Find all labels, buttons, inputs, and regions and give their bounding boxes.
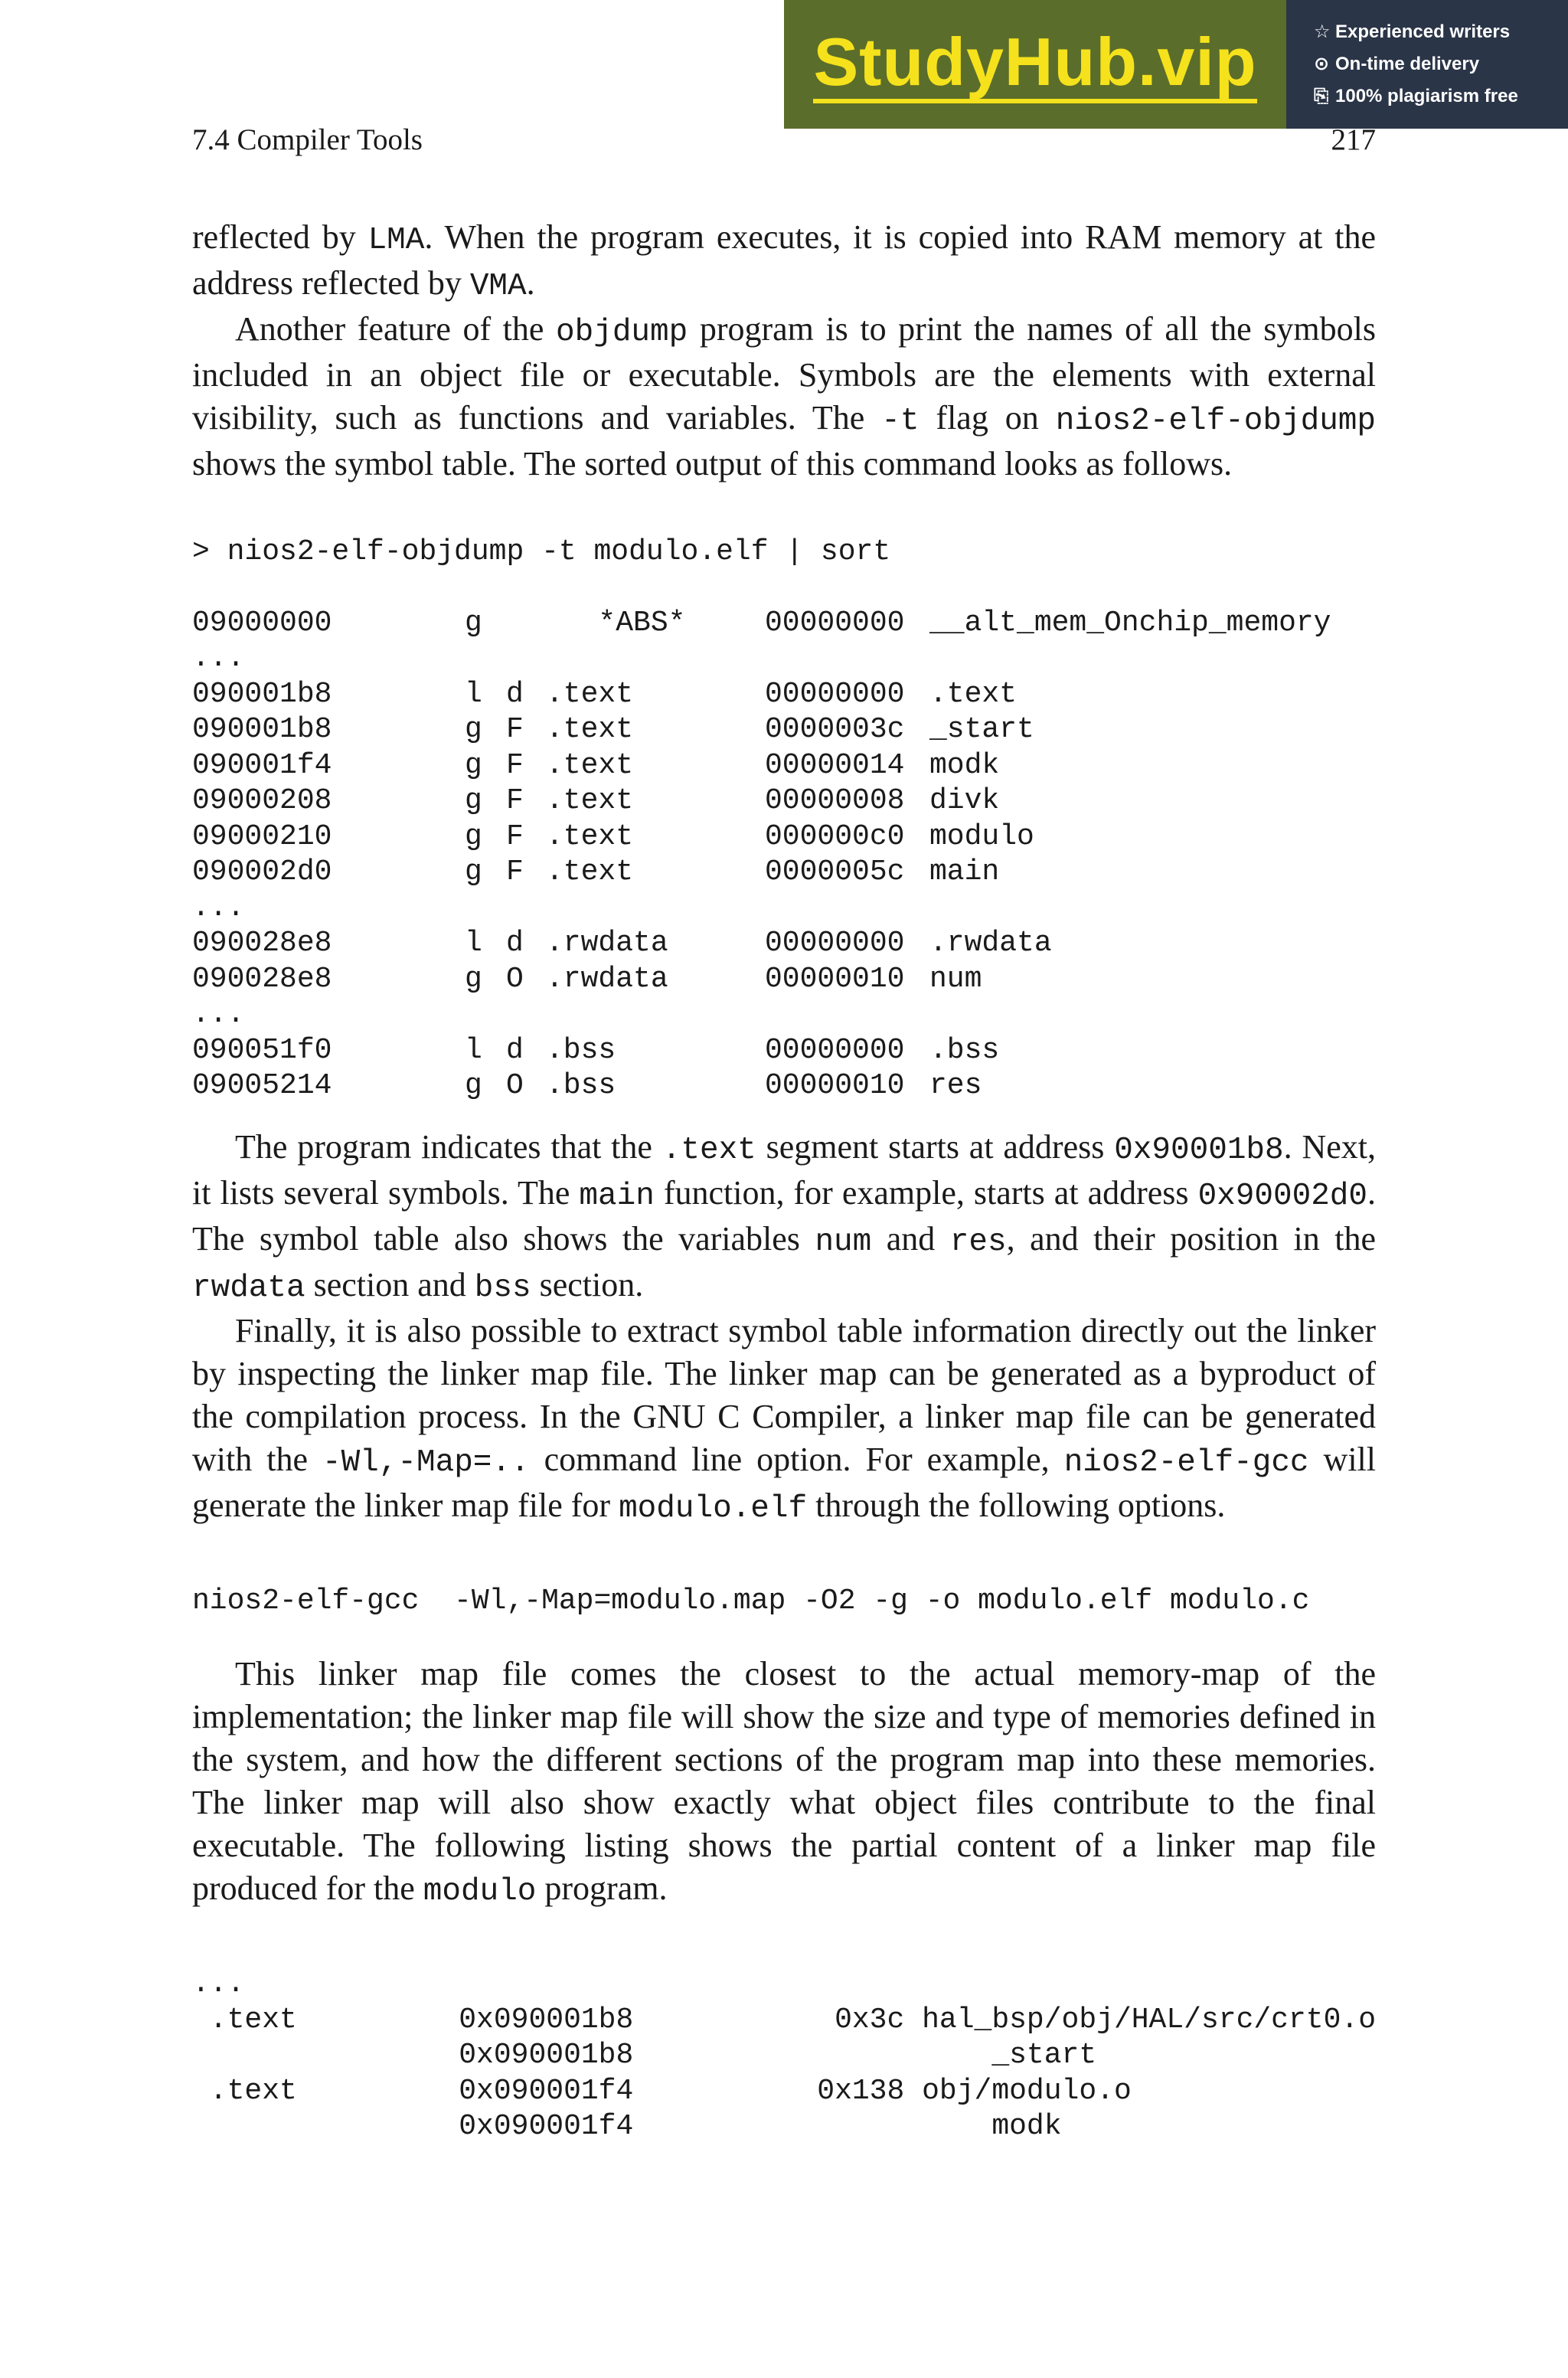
symbol-row — [192, 641, 1331, 677]
map-obj — [904, 1967, 1376, 2003]
symbol-scope: g — [465, 748, 482, 782]
symbol-scope: g — [465, 962, 482, 996]
symbol-addr: 09005214 — [192, 1069, 332, 1102]
symbol-addr: 090001f4 — [192, 748, 332, 782]
symbol-row — [192, 1068, 1331, 1104]
symbol-scope: g — [465, 855, 482, 888]
symbol-name: main — [929, 855, 1000, 888]
symbol-flag — [506, 606, 546, 642]
symbol-name: __alt_mem_Onchip_memory — [929, 606, 1331, 639]
symbol-name: _start — [929, 713, 1034, 746]
symbol-flag: F — [506, 748, 524, 782]
symbol-row — [192, 855, 1331, 891]
map-size: 0x138 — [817, 2074, 905, 2108]
symbol-scope: g — [465, 713, 482, 746]
paragraph-5: This linker map file comes the closest to the actual memory-map of the implementation; the linker map file will show the size and type of memories defined in the system, and how the different sections of the program map into these memories. The linker map will also show exactly what object files contribute to the final executable. The following listing shows the partial content of a linker map file produced for the modulo program. — [192, 1655, 1376, 1909]
document-check-icon: ⎘ — [1314, 86, 1329, 106]
paragraph-4: Finally, it is also possible to extract symbol table information directly out the linker by inspecting the linker map file. The linker map can be generated as a byproduct of the compilation process. In the GNU C Compiler, a linker map file can be generated with the -Wl,-Map=.. command line option. For example, nios2-elf-gcc will generate the linker map file for modulo.elf through the following options. — [192, 1311, 1376, 1526]
symbol-flag: d — [506, 677, 524, 711]
symbol-addr: 090051f0 — [192, 1033, 332, 1067]
linker-map-listing — [192, 1967, 1376, 2145]
symbol-addr: 090028e8 — [192, 962, 332, 996]
symbol-flag — [506, 641, 546, 677]
star-outline-icon: ☆ — [1314, 21, 1331, 42]
feature-on-time-delivery: ⊙ On-time delivery — [1314, 48, 1568, 80]
map-row — [192, 2074, 1376, 2110]
symbol-addr: 09000000 — [192, 606, 332, 639]
symbol-flag: F — [506, 713, 524, 746]
symbol-size — [765, 891, 929, 927]
symbol-row — [192, 748, 1331, 784]
symbol-scope — [465, 641, 506, 677]
symbol-row — [192, 819, 1331, 855]
map-size — [633, 2038, 904, 2074]
symbol-size — [765, 997, 929, 1033]
feature-plagiarism-free: ⎘ 100% plagiarism free — [1314, 80, 1568, 113]
symbol-flag: F — [506, 819, 524, 853]
symbol-section: .bss — [546, 1033, 616, 1067]
symbol-table — [192, 606, 1331, 1104]
map-addr: 0x090001b8 — [459, 2003, 634, 2036]
symbol-flag: F — [506, 784, 524, 817]
symbol-addr: ... — [192, 642, 245, 675]
map-addr — [459, 1967, 633, 2003]
symbol-name — [929, 891, 1331, 927]
map-size — [633, 1967, 904, 2003]
symbol-section — [546, 997, 765, 1033]
symbol-addr: 090002d0 — [192, 855, 332, 888]
symbol-row — [192, 926, 1331, 962]
symbol-name: .bss — [929, 1033, 1000, 1067]
symbol-section: .text — [546, 748, 634, 782]
map-sec: .text — [192, 2003, 297, 2036]
symbol-section — [546, 891, 765, 927]
symbol-scope: g — [465, 1069, 482, 1102]
symbol-name: modulo — [929, 819, 1034, 853]
symbol-name: .text — [929, 677, 1018, 711]
symbol-section — [546, 641, 765, 677]
map-row — [192, 1967, 1376, 2003]
symbol-section: .text — [546, 677, 634, 711]
symbol-size: 00000000 — [765, 606, 905, 639]
symbol-name: num — [929, 962, 982, 996]
symbol-size: 0000003c — [765, 713, 905, 746]
symbol-name — [929, 997, 1331, 1033]
map-obj: obj/modulo.o — [904, 2074, 1132, 2108]
symbol-addr: 090028e8 — [192, 927, 332, 960]
map-size: 0x3c — [835, 2003, 905, 2036]
symbol-row — [192, 606, 1331, 642]
symbol-scope: g — [465, 784, 482, 817]
studyhub-logo[interactable] — [784, 0, 1286, 129]
map-sec — [192, 2109, 459, 2145]
map-obj: hal_bsp/obj/HAL/src/crt0.o — [904, 2003, 1376, 2036]
symbol-size: 00000014 — [765, 748, 905, 782]
symbol-section: .text — [546, 713, 634, 746]
logo-text: StudyHub.vip — [813, 25, 1256, 103]
map-sec: .text — [192, 2074, 297, 2108]
symbol-addr: 09000210 — [192, 819, 332, 853]
map-addr: 0x090001b8 — [459, 2039, 634, 2072]
symbol-name: modk — [929, 748, 1000, 782]
symbol-section: .text — [546, 819, 634, 853]
studyhub-banner[interactable] — [784, 0, 1568, 129]
symbol-addr: 090001b8 — [192, 713, 332, 746]
symbol-section: .text — [546, 855, 634, 888]
symbol-row — [192, 1033, 1331, 1069]
symbol-flag: d — [506, 1033, 524, 1067]
symbol-flag: d — [506, 927, 524, 960]
symbol-flag: O — [506, 1069, 524, 1102]
symbol-name: divk — [929, 784, 1000, 817]
gcc-command: nios2-elf-gcc -Wl,-Map=modulo.map -O2 -g -o modulo.elf modulo.c — [192, 1584, 1310, 1617]
map-row — [192, 2003, 1376, 2039]
symbol-section: .rwdata — [546, 962, 668, 996]
symbol-scope: g — [465, 606, 482, 639]
map-obj: modk — [904, 2110, 1062, 2143]
symbol-size: 000000c0 — [765, 819, 905, 853]
map-sec — [192, 2038, 459, 2074]
section-title: 7.4 Compiler Tools — [192, 123, 423, 156]
symbol-addr: ... — [192, 891, 245, 924]
symbol-size: 00000010 — [765, 1069, 905, 1102]
symbol-row — [192, 783, 1331, 819]
symbol-section: *ABS* — [546, 606, 686, 639]
symbol-row — [192, 677, 1331, 713]
symbol-scope: l — [465, 1033, 482, 1067]
symbol-section: .bss — [546, 1069, 616, 1102]
symbol-size — [765, 641, 929, 677]
symbol-section: .text — [546, 784, 634, 817]
banner-features — [1286, 0, 1568, 129]
paragraph-3: The program indicates that the .text segment starts at address 0x90001b8. Next, it lists several symbols. The main function, for example, starts at address 0x90002d0. The symbol table also shows the variables num and res, and their position in the rwdata section and bss section. — [192, 1127, 1377, 1306]
map-row — [192, 2109, 1376, 2145]
symbol-section: .rwdata — [546, 927, 668, 960]
page-number: 217 — [1331, 123, 1376, 156]
symbol-flag — [506, 891, 546, 927]
symbol-scope: l — [465, 677, 482, 711]
page-body — [192, 216, 1376, 2145]
symbol-addr: ... — [192, 998, 245, 1031]
symbol-size: 0000005c — [765, 855, 905, 888]
symbol-size: 00000010 — [765, 962, 905, 996]
running-head — [192, 123, 1376, 157]
paragraph-2: Another feature of the objdump program is to print the names of all the symbols included in an object file or executable. Symbols are the elements with external visibility, such as functions and variables. The -t flag on nios2-elf-objdump shows the symbol table. The sorted output of this command looks as follows. — [192, 310, 1377, 482]
map-addr: 0x090001f4 — [459, 2074, 634, 2108]
map-sec: ... — [192, 1967, 245, 2000]
symbol-size: 00000008 — [765, 784, 905, 817]
symbol-flag: F — [506, 855, 524, 888]
symbol-addr: 09000208 — [192, 784, 332, 817]
symbol-size: 00000000 — [765, 927, 905, 960]
paragraph-1: reflected by LMA. When the program executes, it is copied into RAM memory at the address reflected by VMA. — [192, 218, 1376, 304]
clock-icon: ⊙ — [1314, 54, 1330, 74]
map-addr: 0x090001f4 — [459, 2110, 634, 2143]
symbol-name — [929, 641, 1331, 677]
symbol-scope: g — [465, 819, 482, 853]
symbol-addr: 090001b8 — [192, 677, 332, 711]
symbol-flag — [506, 997, 546, 1033]
objdump-command: > nios2-elf-objdump -t modulo.elf | sort — [192, 535, 891, 568]
symbol-size: 00000000 — [765, 1033, 905, 1067]
feature-experienced-writers: ☆ Experienced writers — [1314, 16, 1568, 48]
symbol-scope: l — [465, 927, 482, 960]
symbol-name: .rwdata — [929, 927, 1052, 960]
symbol-row — [192, 997, 1331, 1033]
map-size — [633, 2109, 904, 2145]
symbol-name: res — [929, 1069, 982, 1102]
symbol-size: 00000000 — [765, 677, 905, 711]
symbol-flag: O — [506, 962, 524, 996]
symbol-scope — [465, 891, 506, 927]
symbol-row — [192, 962, 1331, 998]
symbol-scope — [465, 997, 506, 1033]
map-row — [192, 2038, 1376, 2074]
symbol-row — [192, 712, 1331, 748]
symbol-row — [192, 891, 1331, 927]
map-obj: _start — [904, 2039, 1097, 2072]
